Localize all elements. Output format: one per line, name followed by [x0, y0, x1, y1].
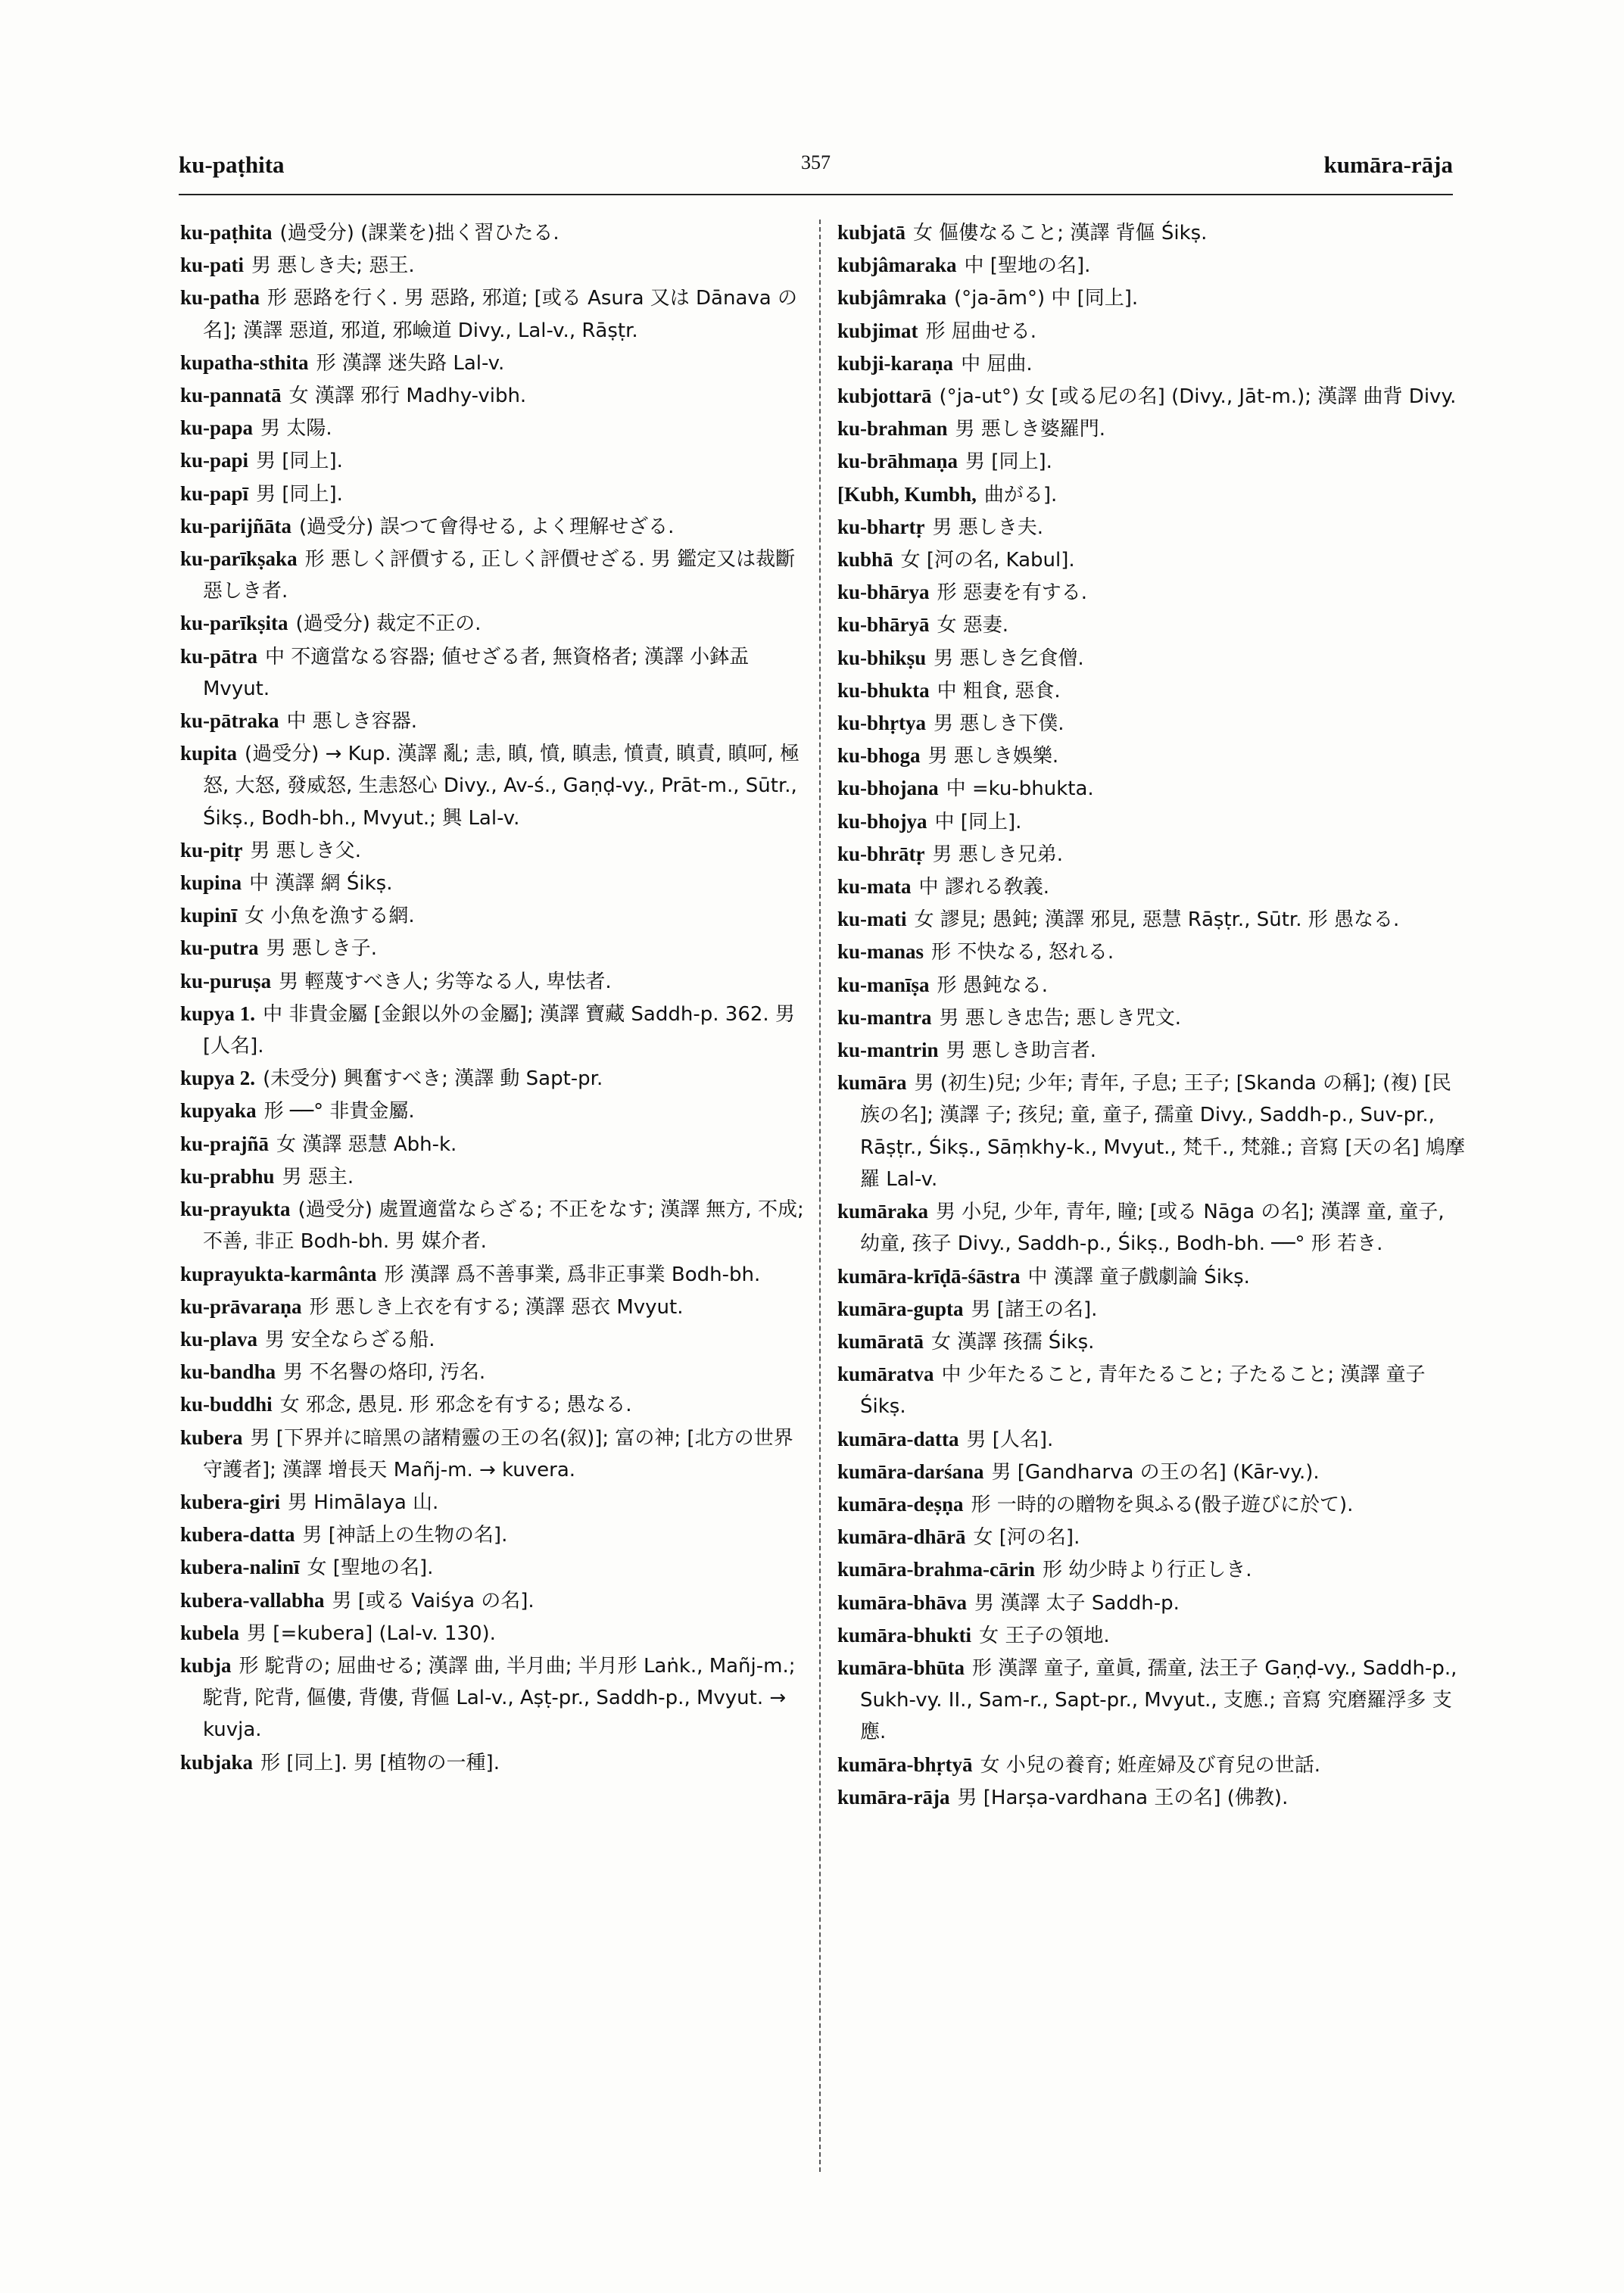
entry-definition: (°ja-ut°) 女 [或る尼の名] (Divy., Jāt-m.); 漢譯 曲背 Divy.	[939, 385, 1457, 409]
dictionary-entry	[837, 903, 1466, 936]
entry-definition: 中 不適當なる容器; 値せざる者, 無資格者; 漢譯 小鉢盂 Mvyut.	[203, 645, 750, 700]
entry-headword: ku-buddhi	[180, 1393, 273, 1416]
entry-headword: ku-bhrātṛ	[837, 842, 925, 865]
entry-headword: kubjottarā	[837, 385, 932, 408]
entry-headword: kubjaka	[180, 1750, 254, 1774]
entry-definition: 中 謬れる敎義.	[918, 876, 1050, 899]
dictionary-entry	[180, 282, 809, 346]
entry-definition: 形 漢譯 童子, 童眞, 孺童, 法王子 Gaṇḍ-vy., Saddh-p., Sukh-vy. II., Sam-r., Sapt-pr., Mvyut., 支應.; 音寫 究磨羅浮多 支應.	[860, 1656, 1457, 1744]
entry-headword: kubera	[180, 1425, 243, 1449]
entry-definition: 形 駝背の; 屈曲せる; 漢譯 曲, 半月曲; 半月形 Laṅk., Mañj-m.; 駝背, 陀背, 傴僂, 背僂, 背傴 Lal-v., Aṣṭ-pr., Saddh-p., Mvyut. → kuvja.	[203, 1654, 796, 1742]
entry-headword: ku-parīkṣita	[180, 612, 288, 635]
entry-headword: ku-pātra	[180, 644, 258, 668]
entry-headword: kumāra-krīḍā-śāstra	[837, 1264, 1021, 1288]
entry-headword: kupita	[180, 742, 238, 765]
dictionary-entry	[837, 838, 1466, 871]
entry-definition: 中 漢譯 網 Śikṣ.	[249, 872, 393, 896]
entry-headword: ku-bandha	[180, 1360, 276, 1384]
entry-headword: ku-mata	[837, 875, 912, 899]
entry-definition: (過受分) (課業を)拙く習ひたる.	[279, 222, 560, 245]
dictionary-entry	[180, 932, 809, 964]
entry-definition: 女 小兒の養育; 姙産婦及び育兒の世話.	[980, 1753, 1321, 1777]
entry-definition: 中 [同上].	[934, 810, 1022, 833]
entry-headword: kubjâmraka	[837, 286, 947, 310]
dictionary-entry	[837, 1034, 1466, 1067]
entry-definition: 男 輕蔑すべき人; 劣等なる人, 卑怯者.	[279, 970, 612, 993]
entry-headword: ku-brahman	[837, 417, 948, 441]
dictionary-entry	[837, 1488, 1466, 1521]
entry-headword: kupinī	[180, 904, 238, 927]
dictionary-entry	[837, 609, 1466, 641]
entry-definition: 男 悪しき兄弟.	[932, 843, 1064, 866]
entry-definition: 形 惡路を行く. 男 惡路, 邪道; [或る Asura 又は Dānava の名]; 漢譯 惡道, 邪道, 邪嶮道 Divy., Lal-v., Rāṣṭr.	[203, 287, 797, 342]
dictionary-entry	[837, 445, 1466, 478]
entry-definition: 男 [Gandharva の王の名] (Kār-vy.).	[991, 1460, 1320, 1484]
entry-headword: kubjimat	[837, 319, 918, 342]
entry-headword: ku-mantra	[837, 1005, 932, 1029]
entry-headword: kupina	[180, 871, 242, 895]
entry-definition: 男 [同上].	[256, 450, 343, 473]
entry-definition: 中 少年たること, 青年たること; 子たること; 漢譯 童子 Śikṣ.	[860, 1363, 1426, 1419]
dictionary-entry	[180, 1258, 809, 1291]
dictionary-entry	[180, 965, 809, 998]
entry-definition: 女 傴僂なること; 漢譯 背傴 Śikṣ.	[913, 222, 1208, 245]
dictionary-entry	[180, 834, 809, 867]
dictionary-entry	[837, 871, 1466, 903]
entry-definition: 女 [河の名, Kabul].	[900, 549, 1075, 572]
entry-headword: kubera-nalinī	[180, 1556, 300, 1579]
dictionary-entry	[180, 347, 809, 379]
dictionary-entry	[837, 1749, 1466, 1781]
entry-definition: 男 悪しき娛樂.	[927, 745, 1059, 768]
entry-headword: ku-papa	[180, 416, 254, 440]
entry-definition: 男 [或る Vaiśya の名].	[332, 1589, 535, 1612]
entry-definition: 形 幼少時より行正しき.	[1042, 1559, 1252, 1582]
left-column	[180, 217, 809, 2179]
entry-headword: ku-manīṣa	[837, 973, 930, 996]
entry-definition: 形 漢譯 迷失路 Lal-v.	[316, 351, 505, 375]
entry-definition: (未受分) 興奮すべき; 漢譯 動 Sapt-pr.	[263, 1067, 603, 1091]
dictionary-entry	[180, 1128, 809, 1161]
dictionary-entry	[837, 1652, 1466, 1749]
dictionary-entry	[180, 1062, 809, 1095]
dictionary-entry	[837, 282, 1466, 314]
dictionary-entry	[837, 707, 1466, 740]
entry-headword: kubera-vallabha	[180, 1588, 325, 1612]
entry-headword: kuprayukta-karmânta	[180, 1262, 377, 1285]
dictionary-entry	[180, 1161, 809, 1193]
entry-headword: kupya 1.	[180, 1002, 256, 1025]
entry-definition: 曲がる].	[983, 483, 1058, 506]
entry-definition: 女 漢譯 邪行 Madhy-vibh.	[288, 385, 527, 408]
header-rule	[179, 194, 1453, 195]
entry-definition: 中 粗食, 惡食.	[937, 679, 1061, 703]
entry-headword: kumāraka	[837, 1200, 929, 1223]
dictionary-entry	[837, 805, 1466, 838]
entry-headword: kumāra-rāja	[837, 1785, 950, 1809]
dictionary-entry	[180, 1746, 809, 1779]
entry-definition: 男 [同上].	[965, 450, 1052, 474]
entry-headword: kupatha-sthita	[180, 350, 309, 374]
entry-headword: ku-bhikṣu	[837, 646, 927, 669]
entry-definition: 形 不快なる, 怒れる.	[931, 941, 1114, 964]
entry-definition: 男 [下界并に暗黑の諸精靈の王の名(叙)]; 富の神; [北方の世界守護者]; 漢譯 增長天 Mañj-m. → kuvera.	[203, 1426, 793, 1481]
entry-headword: ku-puruṣa	[180, 969, 272, 992]
entry-headword: ku-bhāryā	[837, 613, 930, 637]
entry-headword: kumāra-brahma-cārin	[837, 1558, 1035, 1581]
dictionary-entry	[837, 347, 1466, 380]
entry-headword: ku-manas	[837, 940, 924, 964]
entry-headword: kumāra-darśana	[837, 1460, 984, 1483]
entry-definition: 女 惡妻.	[937, 614, 1009, 637]
dictionary-entry	[837, 413, 1466, 445]
dictionary-entry	[837, 1002, 1466, 1034]
entry-headword: ku-prāvaraṇa	[180, 1294, 302, 1318]
right-running-headword: kumāra-rāja	[1323, 151, 1453, 178]
dictionary-entry	[837, 576, 1466, 609]
entry-headword: kubjatā	[837, 221, 906, 244]
entry-definition: 形 屈曲せる.	[925, 319, 1037, 343]
dictionary-entry	[837, 315, 1466, 347]
dictionary-entry	[837, 1293, 1466, 1326]
dictionary-entry	[180, 607, 809, 640]
entry-headword: ku-mantrin	[837, 1039, 939, 1062]
dictionary-entry	[180, 1095, 809, 1127]
entry-headword: kubhā	[837, 548, 893, 572]
dictionary-entry	[837, 478, 1466, 511]
entry-headword: kumāratva	[837, 1363, 934, 1386]
entry-definition: 女 小魚を漁する網.	[245, 905, 415, 928]
entry-headword: kumāra-datta	[837, 1427, 959, 1450]
dictionary-entry	[180, 640, 809, 705]
entry-definition: 男 小兒, 少年, 青年, 瞳; [或る Nāga の名]; 漢譯 童, 童子, 幼童, 孩子 Divy., Saddh-p., Śikṣ., Bodh-bh. ──° 形 若き.	[860, 1201, 1445, 1256]
entry-definition: 男 [=kubera] (Lal-v. 130).	[247, 1622, 496, 1645]
dictionary-entry	[180, 510, 809, 543]
dictionary-entry	[837, 1067, 1466, 1195]
entry-definition: 中 悪しき容器.	[286, 710, 418, 734]
dictionary-entry	[837, 1358, 1466, 1422]
entry-definition: 中 漢譯 童子戲劇論 Śikṣ.	[1027, 1265, 1250, 1288]
entry-headword: ku-papi	[180, 449, 249, 472]
entry-headword: ku-prabhu	[180, 1164, 275, 1188]
entry-headword: ku-parīkṣaka	[180, 547, 298, 571]
dictionary-entry	[180, 444, 809, 477]
entry-definition: 形 愚鈍なる.	[937, 974, 1049, 997]
dictionary-entry	[837, 1781, 1466, 1814]
entry-headword: kumāra	[837, 1071, 907, 1095]
entry-definition: 男 漢譯 太子 Saddh-p.	[974, 1591, 1180, 1615]
entry-headword: kumāra-bhūta	[837, 1656, 965, 1679]
dictionary-entry	[837, 1423, 1466, 1456]
entry-definition: (過受分) 處置適當ならざる; 不正をなす; 漢譯 無方, 不成; 不善, 非正 Bodh-bh. 男 媒介者.	[203, 1198, 804, 1254]
entry-headword: kubera-datta	[180, 1523, 295, 1547]
entry-definition: 女 謬見; 愚鈍; 漢譯 邪見, 惡慧 Rāṣṭr., Sūtr. 形 愚なる.	[914, 908, 1400, 932]
entry-headword: ku-brāhmaṇa	[837, 450, 959, 473]
entry-definition: 男 悪しき乞食僧.	[934, 646, 1084, 670]
entry-headword: ku-pannatā	[180, 384, 282, 407]
entry-headword: kubji-karaṇa	[837, 351, 954, 375]
dictionary-entry	[180, 1356, 809, 1388]
entry-headword: kupya 2.	[180, 1067, 256, 1090]
entry-definition: 中 屈曲.	[961, 352, 1033, 375]
entry-definition: 男 悪しき忠告; 悪しき咒文.	[939, 1006, 1182, 1030]
entry-headword: ku-bhoga	[837, 744, 921, 768]
entry-headword: kumāra-deṣṇa	[837, 1492, 964, 1516]
entry-definition: 中 [聖地の名].	[964, 254, 1091, 278]
page-header	[179, 151, 1453, 189]
dictionary-entry	[180, 249, 809, 282]
entry-definition: 男 不名譽の烙印, 汚名.	[283, 1361, 486, 1385]
dictionary-entry	[837, 1587, 1466, 1619]
dictionary-entry	[837, 380, 1466, 413]
left-running-headword: ku-paṭhita	[179, 151, 285, 178]
dictionary-entry	[180, 217, 809, 249]
dictionary-entry	[837, 1195, 1466, 1260]
entry-headword: kumāra-bhṛtyā	[837, 1752, 973, 1776]
entry-definition: 女 邪念, 愚見. 形 邪念を有する; 愚なる.	[279, 1394, 632, 1417]
entry-headword: ku-pati	[180, 254, 245, 277]
dictionary-entry	[180, 1519, 809, 1551]
dictionary-entry	[837, 675, 1466, 707]
dictionary-entry	[837, 544, 1466, 576]
entry-definition: 男 [神話上の生物の名].	[302, 1524, 508, 1547]
dictionary-entry	[180, 1617, 809, 1650]
dictionary-entry	[837, 740, 1466, 772]
entry-definition: 女 [聖地の名].	[307, 1556, 434, 1580]
entry-definition: 男 悪しき夫.	[932, 516, 1044, 539]
entry-headword: kubela	[180, 1621, 240, 1644]
entry-headword: ku-mati	[837, 908, 907, 931]
entry-headword: kubjâmaraka	[837, 254, 957, 277]
dictionary-entry	[837, 1521, 1466, 1553]
dictionary-entry	[837, 1553, 1466, 1586]
entry-headword: ku-papī	[180, 481, 249, 505]
entry-definition: 男 悪しき子.	[266, 937, 378, 961]
entry-headword: ku-bhārya	[837, 581, 930, 604]
dictionary-entry	[180, 1291, 809, 1323]
entry-definition: (°ja-ām°) 中 [同上].	[954, 287, 1139, 310]
entry-definition: 形 [同上]. 男 [植物の一種].	[260, 1751, 500, 1774]
entry-definition: 男 太陽.	[260, 417, 332, 441]
dictionary-entry	[180, 737, 809, 834]
dictionary-entry	[837, 969, 1466, 1002]
entry-definition: 形 ──° 非貴金屬.	[263, 1100, 415, 1123]
entry-headword: kubja	[180, 1653, 232, 1677]
entry-headword: [Kubh, Kumbh,	[837, 482, 977, 506]
dictionary-entry	[180, 1551, 809, 1584]
entry-definition: 男 [人名].	[966, 1428, 1054, 1451]
entry-definition: 女 王子の領地.	[979, 1624, 1110, 1647]
entry-headword: ku-bhṛtya	[837, 712, 927, 735]
dictionary-entry	[180, 1323, 809, 1356]
dictionary-entry	[180, 412, 809, 444]
dictionary-entry	[180, 1422, 809, 1486]
entry-definition: 形 悪しき上衣を有する; 漢譯 惡衣 Mvyut.	[309, 1295, 684, 1319]
dictionary-entry	[180, 998, 809, 1062]
entry-definition: 男 悪しき父.	[250, 839, 362, 862]
entry-headword: ku-prajñā	[180, 1132, 270, 1155]
page-number: 357	[801, 151, 831, 173]
column-divider	[819, 220, 821, 2172]
entry-definition: 形 惡妻を有する.	[937, 581, 1088, 605]
entry-headword: kumāratā	[837, 1329, 924, 1353]
entry-headword: ku-bhojya	[837, 809, 927, 833]
dictionary-entry	[180, 1584, 809, 1617]
entry-definition: 男 安全ならざる船.	[265, 1328, 435, 1351]
entry-headword: kubera-giri	[180, 1490, 280, 1513]
dictionary-entry	[837, 772, 1466, 805]
entry-headword: kupyaka	[180, 1099, 257, 1123]
entry-headword: ku-paṭhita	[180, 221, 273, 244]
entry-definition: (過受分) 誤つて會得せる, よく理解せざる.	[299, 515, 675, 538]
entry-headword: ku-bhukta	[837, 678, 930, 702]
entry-definition: 男 悪しき夫; 惡王.	[251, 254, 415, 278]
entry-headword: ku-prayukta	[180, 1198, 291, 1221]
dictionary-entry	[180, 1650, 809, 1746]
entry-headword: ku-putra	[180, 936, 259, 960]
entry-headword: ku-bhartṛ	[837, 515, 925, 538]
dictionary-entry	[837, 1619, 1466, 1652]
entry-headword: ku-parijñāta	[180, 514, 292, 537]
entry-definition: 男 悪しき下僕.	[934, 712, 1064, 736]
entry-headword: kumāra-bhāva	[837, 1590, 968, 1614]
dictionary-entry	[180, 1486, 809, 1519]
dictionary-entry	[837, 1326, 1466, 1358]
dictionary-entry	[180, 1193, 809, 1257]
entry-definition: 男 惡主.	[282, 1165, 354, 1189]
entry-headword: ku-bhojana	[837, 777, 939, 800]
dictionary-entry	[837, 936, 1466, 968]
entry-definition: 男 悪しき助言者.	[946, 1039, 1097, 1063]
dictionary-entry	[180, 899, 809, 932]
entry-headword: kumāra-gupta	[837, 1297, 964, 1320]
entry-definition: 男 [同上].	[256, 482, 343, 506]
entry-definition: 男 [Harṣa-vardhana 王の名] (佛教).	[957, 1786, 1289, 1809]
dictionary-entry	[837, 642, 1466, 675]
entry-headword: kumāra-dhārā	[837, 1525, 966, 1549]
entry-definition: 女 漢譯 孩孺 Śikṣ.	[931, 1330, 1095, 1354]
entry-definition: (過受分) → Kup. 漢譯 亂; 恚, 瞋, 憤, 瞋恚, 憤責, 瞋責, 瞋呵, 極怒, 大怒, 發威怒, 生恚怒心 Divy., Av-ś., Gaṇḍ-vy., Prāt-m., Sūtr., Śikṣ., Bodh-bh., Mvyut.; 興 Lal-v.	[203, 743, 800, 830]
dictionary-entry	[180, 1388, 809, 1421]
dictionary-entry	[837, 249, 1466, 282]
entry-headword: ku-plava	[180, 1327, 258, 1351]
entry-definition: 中 非貴金屬 [金銀以外の金屬]; 漢譯 寶藏 Saddh-p. 362. 男 [人名].	[203, 1002, 795, 1058]
dictionary-entry	[180, 478, 809, 510]
entry-definition: 男 悪しき婆羅門.	[955, 418, 1106, 441]
dictionary-entry	[837, 1456, 1466, 1488]
entry-definition: 男 Himālaya 山.	[288, 1491, 439, 1514]
dictionary-entry	[180, 543, 809, 607]
dictionary-entry	[180, 705, 809, 737]
entry-headword: kumāra-bhukti	[837, 1623, 972, 1647]
dictionary-entry	[837, 1260, 1466, 1293]
entry-definition: 中 =ku-bhukta.	[946, 777, 1094, 801]
entry-definition: 形 一時的の贈物を與ふる(骰子遊びに於て).	[971, 1493, 1354, 1516]
entry-definition: 形 悪しく評價する, 正しく評價せざる. 男 鑑定又は裁斷惡しき者.	[203, 548, 796, 603]
entry-headword: ku-pātraka	[180, 709, 279, 733]
entry-definition: 女 漢譯 惡慧 Abh-k.	[276, 1132, 457, 1156]
entry-headword: ku-patha	[180, 286, 260, 310]
entry-definition: 男 [諸王の名].	[971, 1298, 1098, 1321]
dictionary-entry	[837, 511, 1466, 544]
dictionary-entry	[837, 217, 1466, 249]
dictionary-entry	[180, 379, 809, 412]
right-column	[837, 217, 1466, 2179]
entry-definition: 男 (初生)兒; 少年; 青年, 子息; 王子; [Skanda の稱]; (複) [民族の名]; 漢譯 子; 孩兒; 童, 童子, 孺童 Divy., Saddh-p., Suv-pr., Rāṣṭr., Śikṣ., Sāṃkhy-k., Mvyut., 梵千., 梵雜.; 音寫 [天の名] 鳩摩羅 Lal-v.	[860, 1072, 1465, 1191]
entry-definition: 形 漢譯 爲不善事業, 爲非正事業 Bodh-bh.	[384, 1263, 761, 1286]
entry-definition: 女 [河の名].	[973, 1526, 1080, 1550]
entry-headword: ku-pitṛ	[180, 838, 243, 861]
entry-definition: (過受分) 裁定不正の.	[295, 612, 482, 636]
dictionary-entry	[180, 867, 809, 899]
